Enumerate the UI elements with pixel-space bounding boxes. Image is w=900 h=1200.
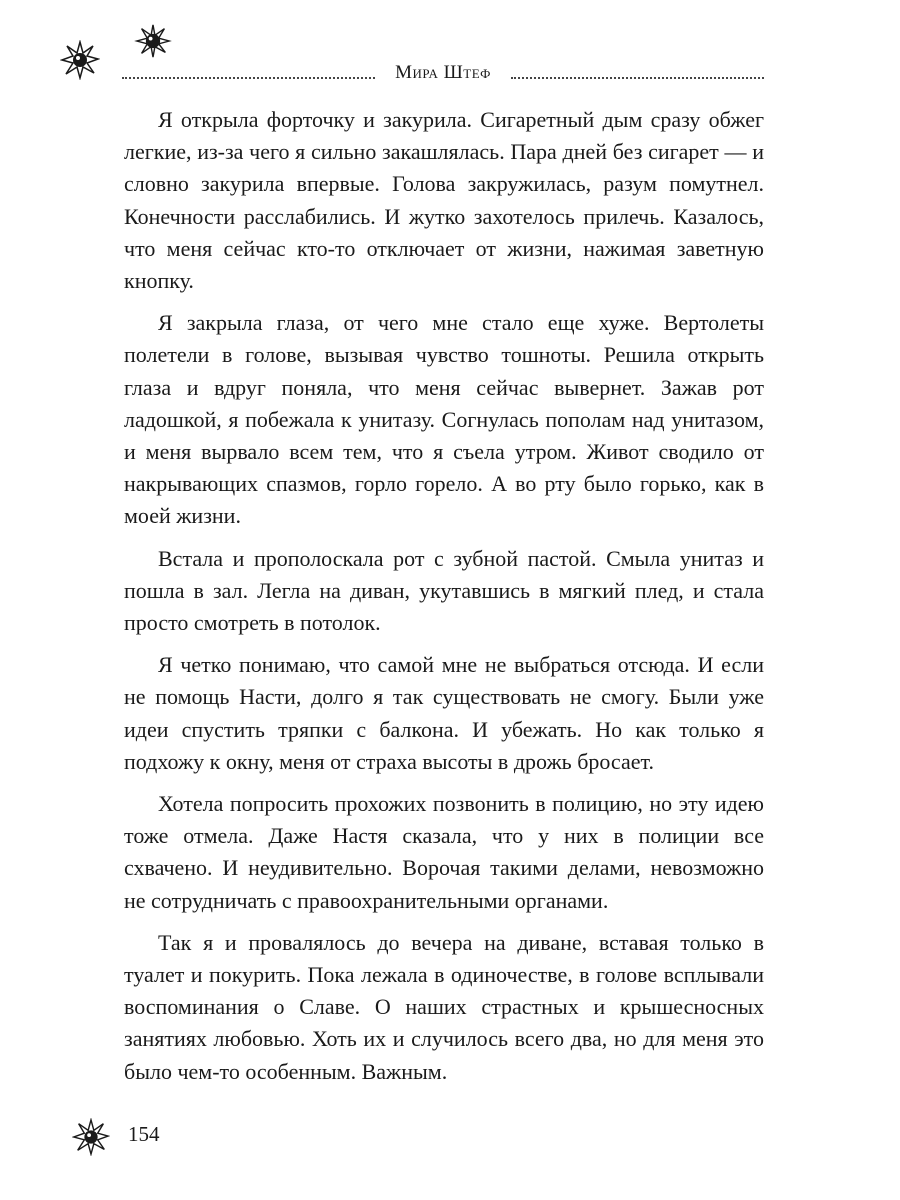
header-dotted-rule-right [511, 77, 764, 79]
splat-ornament-icon [134, 22, 172, 60]
splat-ornament-icon [60, 40, 100, 80]
running-header [122, 58, 764, 88]
paragraph: Я открыла форточку и закурила. Сигаретный дым сразу обжег легкие, из-за чего я сильно закашлялась. Пара дней без сигарет — и словно закурила впервые. Голова закружилась, разум помутнел. Конечности расслабились. И жутко захотелось прилечь. Казалось, что меня сейчас кто-то отключает от жизни, нажимая заветную кнопку. [124, 107, 764, 294]
paragraph: Я четко понимаю, что самой мне не выбраться отсюда. И если не помощь Насти, долго я так существовать не смогу. Были уже идеи спустить тряпки с балкона. И убежать. Но как только я подхожу к окну, меня от страха высоты в дрожь бросает. [124, 652, 764, 774]
splat-ornament-icon [72, 1118, 110, 1156]
paragraph: Я закрыла глаза, от чего мне стало еще хуже. Вертолеты полетели в голове, вызывая чувство тошноты. Решила открыть глаза и вдруг поняла, что меня сейчас вывернет. Зажав рот ладошкой, я побежала к унитазу. Согнулась пополам над унитазом, и меня вырвало всем тем, что я съела утром. Живот сводило от накрывающих спазмов, горло горело. А во рту было горько, как в моей жизни. [124, 310, 764, 529]
running-head-author: Мира Штеф [395, 62, 491, 83]
paragraph: Встала и прополоскала рот с зубной пастой. Смыла унитаз и пошла в зал. Легла на диван, укутавшись в мягкий плед, и стала просто смотреть в потолок. [124, 545, 764, 636]
body-text [124, 104, 764, 1098]
page-number: 154 [128, 1122, 160, 1146]
header-dotted-rule-left [122, 77, 375, 79]
paragraph: Так я и провалялось до вечера на диване, вставая только в туалет и покурить. Пока лежала в одиночестве, в голове всплывали воспоминания о Славе. О наших страстных и крышесносных занятиях любовью. Хоть их и случилось всего два, но для меня это было чем-то особенным. Важным. [124, 929, 764, 1084]
paragraph: Хотела попросить прохожих позвонить в полицию, но эту идею тоже отмела. Даже Настя сказала, что у них в полиции все схвачено. И неудивительно. Ворочая такими делами, невозможно не сотрудничать с правоохранительными органами. [124, 791, 764, 913]
